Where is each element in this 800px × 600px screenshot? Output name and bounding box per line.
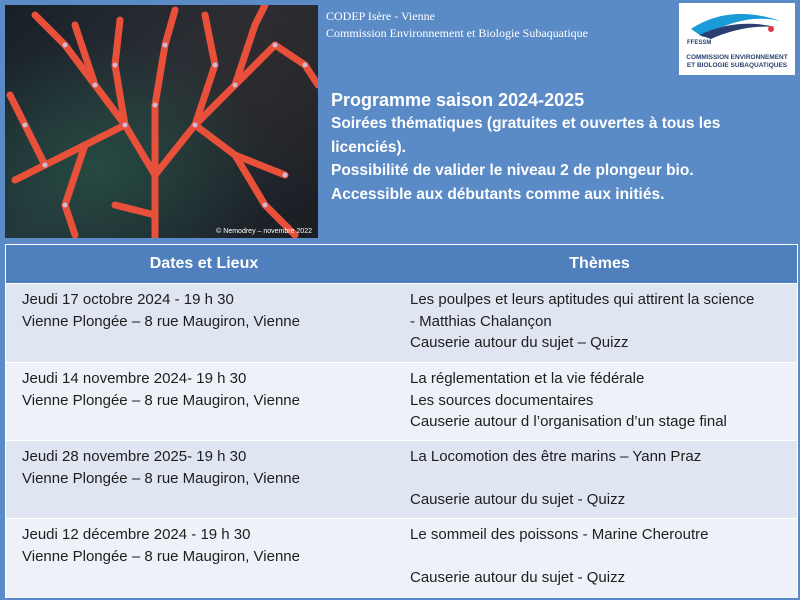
theme-cell — [410, 446, 795, 511]
program-line: Accessible aux débutants comme aux initiés. — [331, 185, 665, 203]
program-description — [331, 88, 791, 206]
org-line-2: Commission Environnement et Biologie Subaquatique — [326, 26, 588, 40]
ffessm-logo — [679, 3, 795, 75]
location-text: Vienne Plongée – 8 rue Maugiron, Vienne — [22, 312, 300, 330]
theme-line: - Matthias Chalançon — [410, 312, 552, 330]
table-row — [6, 362, 797, 440]
wave-logo-icon — [685, 7, 789, 41]
theme-line: Le sommeil des poissons - Marine Cheroutre — [410, 526, 709, 543]
theme-cell — [410, 289, 795, 354]
date-text: Jeudi 28 novembre 2025- 19 h 30 — [22, 448, 247, 465]
theme-line: Causerie autour du sujet - Quizz — [410, 569, 626, 586]
program-line: licenciés). — [331, 138, 406, 156]
date-text: Jeudi 17 octobre 2024 - 19 h 30 — [22, 291, 234, 308]
theme-line: Les poulpes et leurs aptitudes qui attirent la science — [410, 291, 755, 308]
program-line: Soirées thématiques (gratuites et ouvertes à tous les — [331, 115, 721, 132]
org-line-1: CODEP Isère - Vienne — [326, 9, 435, 23]
location-text: Vienne Plongée – 8 rue Maugiron, Vienne — [22, 391, 300, 409]
organization-header — [326, 8, 588, 42]
column-header-themes: Thèmes — [569, 255, 630, 272]
date-location-cell — [22, 446, 392, 489]
theme-cell — [410, 524, 795, 589]
location-text: Vienne Plongée – 8 rue Maugiron, Vienne — [22, 469, 300, 487]
theme-cell — [410, 368, 795, 433]
date-text: Jeudi 14 novembre 2024- 19 h 30 — [22, 370, 247, 387]
theme-line: Causerie autour du sujet – Quizz — [410, 334, 629, 351]
theme-line: La Locomotion des être marins – Yann Praz — [410, 448, 702, 465]
theme-line: Causerie autour du sujet - Quizz — [410, 491, 626, 508]
logo-brand: FFESSM — [687, 40, 712, 46]
date-location-cell — [22, 368, 392, 411]
theme-line-spacer — [410, 546, 795, 568]
table-row — [6, 518, 797, 598]
coral-illustration — [5, 5, 318, 238]
column-header-dates: Dates et Lieux — [149, 255, 259, 272]
coral-photo — [5, 5, 318, 238]
table-header — [6, 245, 797, 283]
schedule-table — [5, 244, 798, 598]
date-location-cell — [22, 289, 392, 332]
location-text: Vienne Plongée – 8 rue Maugiron, Vienne — [22, 547, 300, 565]
photo-credit: © Nemodrey – novembre 2022 — [216, 228, 312, 235]
program-title: Programme saison 2024-2025 — [331, 90, 585, 110]
table-row — [6, 440, 797, 518]
table-row — [6, 283, 797, 362]
program-line: Possibilité de valider le niveau 2 de plongeur bio. — [331, 162, 694, 179]
theme-line: La réglementation et la vie fédérale — [410, 370, 645, 387]
theme-line: Causerie autour d l’organisation d’un stage final — [410, 413, 727, 430]
logo-line-2: ET BIOLOGIE SUBAQUATIQUES — [686, 62, 788, 69]
date-location-cell — [22, 524, 392, 567]
date-text: Jeudi 12 décembre 2024 - 19 h 30 — [22, 526, 251, 543]
theme-line: Les sources documentaires — [410, 391, 594, 409]
logo-line-1: COMMISSION ENVIRONNEMENT — [686, 54, 788, 61]
theme-line-spacer — [410, 468, 795, 490]
